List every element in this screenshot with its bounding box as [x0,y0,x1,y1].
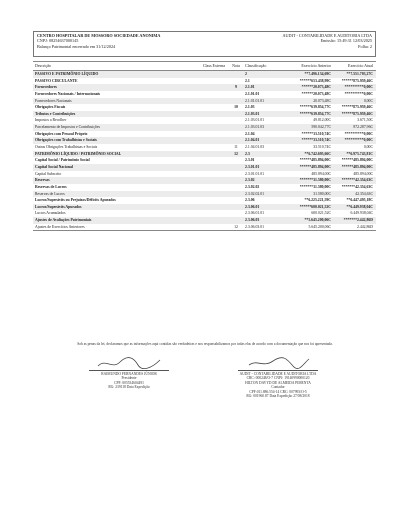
table-row [33,177,376,184]
cell-eb: **6.447.495,18C [346,198,373,203]
cell-desc: Fornecedores Nacionais [35,98,72,103]
signer-cpf-left: CPF: 005534604491 [114,380,144,385]
cell-eb: 42.354,63C [355,191,373,196]
cell-eb: ******875.959,46C [341,105,373,110]
cell-ea: 485.894,00C [311,171,331,176]
table-row [33,117,376,124]
cell-desc: Capital Subscrito [35,171,62,176]
cell-ea: **5.645.200,06C [304,218,331,223]
cell-desc: PASSIVO CIRCULANTE [35,78,78,83]
cell-cls: 2.1.04.01.03 [245,145,264,150]
cell-nota: 10 [234,105,238,110]
cell-eb: ******485.894,00C [341,164,373,169]
table-row [33,151,376,158]
cell-cls: 2.1.03.01 [245,111,260,116]
column-header-classificacao: Classificação [245,63,267,68]
table-row [33,104,376,111]
table-row [33,137,376,144]
cell-eb: 6.449.938,04C [350,211,373,216]
cell-cls: 2.3.02.02 [245,184,260,189]
cell-desc: Tributos e Contribuições [35,111,76,116]
cell-desc: Fornecedores [35,85,57,90]
signature-scribble-right [243,356,313,370]
cell-desc: Capital Social / Patrimônio Social [35,158,90,163]
signer-role-right: Contador [271,385,285,390]
table-row [33,124,376,131]
balance-sheet-table [33,61,376,231]
cell-eb: 3.671,50C [357,118,373,123]
cell-cls: 2.3.06.03.01 [245,224,264,229]
signature-block-left [74,356,184,390]
company-name: CENTRO HOSPITALAR DE MOSSORO SOCIEDADE ANONIMA [37,33,161,38]
column-header-exercicio-atual: Exercício Atual [348,63,373,68]
cell-eb: **********0,00C [344,85,373,90]
cell-cls: 2.1.03.01.01 [245,118,264,123]
signer-name-left: RAIMUNDO FERNANDES JÚNIOR [101,372,157,376]
cell-eb: *******42.354,63C [341,184,373,189]
cell-ea: ******33.510,74C [301,138,331,143]
table-row [33,197,376,204]
cell-nota: 12 [234,151,238,156]
cell-ea: ******653.438,99C [299,78,331,83]
cell-cls: 2.3.02.02.01 [245,191,264,196]
signature-line-left [89,370,169,371]
cell-eb: **********0,00C [344,91,373,96]
cell-eb: 0,00C [363,98,373,103]
cell-eb: 485.894,00C [353,171,373,176]
cell-ea: ******20.073,48C [301,91,331,96]
signer-role-left: Presidente [121,376,137,381]
table-row [33,171,376,178]
cell-eb: 872.287,96C [353,125,373,130]
cell-desc: Ajustes de Avaliações Patrimoniais [35,218,92,223]
cell-eb: ******875.959,46C [341,78,373,83]
table-row [33,144,376,151]
cell-desc: Obrigações com Trabalhistas e Sociais [35,138,97,143]
table-row [33,204,376,211]
cell-nota: 9 [235,85,237,90]
table-row [33,157,376,164]
column-header-exercicio-anterior: Exercício Anterior [301,63,331,68]
signer-firm-right: AUDIT - CONTABILIDADE E AUDITORIA LTDA [239,372,317,376]
cell-ea: ******20.073,48C [301,85,331,90]
cell-cls: 2.3.06 [245,198,255,203]
cell-ea: **7.496.134,69C [304,72,331,76]
signature-line-right [238,370,318,371]
table-row [33,131,376,138]
signer-rg-left: RG: 239118 Data Expedição [108,385,150,390]
cell-desc: Lucros/Superávits Apurados [35,204,82,209]
table-row [33,71,376,78]
cell-ea: ******600.021,52C [299,204,331,209]
table-row [33,224,376,231]
cell-cls: 2.3.01.01.01 [245,171,264,176]
signer-accountant-right: HILTON DAVYD DE ALMEIDA PIMENTA [245,380,311,385]
cell-eb: ******875.959,46C [341,111,373,116]
cell-nota: 11 [234,145,238,150]
table-row [33,184,376,191]
table-row [33,210,376,217]
cell-cls: 2.1.04.01 [245,138,260,143]
cell-cls: 2.3.01 [245,158,255,163]
cell-cls: 2.1.01 [245,85,255,90]
cell-desc: Lucros Acumulados [35,211,66,216]
cell-eb: *******2.442,86D [343,218,373,223]
firm-name: AUDIT - CONTABILIDADE E AUDITORIA LTDA [282,33,372,38]
cell-eb: ******485.894,00C [341,158,373,163]
cell-ea: ******485.894,00C [299,164,331,169]
cell-desc: Lucros/Superávits ou Prejuízos/Déficits Apurados [35,198,116,203]
declaration-text: Sob as penas da lei, declaramos que as informações aqui contidas são verdadeiras e nos responsabilizamos por todas elas de acordo com a documentação que nos foi apresentada. [77,342,333,346]
column-header-nota: Nota [232,63,240,68]
table-row [33,111,376,118]
cell-cls: 2.3.01.01 [245,164,260,169]
cell-ea: ******639.854,77C [299,105,331,110]
table-row [33,217,376,224]
cell-eb: 0,00C [363,145,373,150]
cell-ea: ******33.510,74C [301,131,331,136]
cell-cls: 2.3.06.01 [245,204,260,209]
column-header-classe-externa: Class Externa [202,63,225,68]
cell-eb: **********0,00C [344,138,373,143]
cell-desc: Fornecedores Nacionais / Internacionais [35,91,100,96]
cell-desc: Parcelamento de Impostos e Contribuições [35,125,100,130]
cell-ea: **6.742.695,66C [304,151,331,156]
cell-ea: 33.510,74C [313,145,331,150]
cell-desc: Obrigações Fiscais [35,105,66,110]
cell-cls: 2.3.06.03 [245,218,260,223]
cell-eb: *******42.354,63C [341,178,373,183]
cell-desc: PATRIMÔNIO LÍQUIDO / PATRIMÔNIO SOCIAL [35,151,122,156]
cell-cls: 2.1.01.01 [245,91,260,96]
emission-date: Emissão: 15:49:31 12/03/2025 [320,38,372,44]
cell-eb: **********0,00C [344,131,373,136]
cell-desc: Ajustes de Exercícios Anteriores [35,224,85,229]
report-header [33,31,376,57]
cell-eb: **7.551.703,27C [346,72,373,76]
cell-desc: Impostos a Recolher [35,118,67,123]
cell-desc: Obrigações com Pessoal Próprio [35,131,88,136]
cell-desc: Reservas [35,178,50,183]
cell-ea: 5.645.200,06C [308,224,331,229]
signer-cpf-right: CPF:011.886.554-14 CRC: 007993/O-5 [249,389,307,394]
cell-desc: Reservas de Lucros [35,191,65,196]
page-number: Folha: 2 [358,43,372,49]
cell-eb: 2.442,86D [356,224,373,229]
table-row [33,98,376,105]
cell-ea: 600.021,52C [311,211,331,216]
cell-cls: 2.1 [245,78,250,83]
cell-eb: **6.449.938,04C [346,204,373,209]
cell-desc: Capital Social Nacional [35,164,73,169]
cell-ea: 590.042,77C [311,125,331,130]
signer-rg-right: RG: 001960.87 Data Expedição 27/08/2018 [246,394,310,399]
table-row [33,91,376,98]
cell-cls: 2.1.01.01.01 [245,98,264,103]
cell-cls: 2.3 [245,151,250,156]
cell-ea: *******31.580,00C [299,178,331,183]
cell-ea: *******31.580,00C [299,184,331,189]
cell-ea: **6.225.221,59C [304,198,331,203]
company-cnpj: CNPJ: 08254637000145 [37,38,79,44]
table-row [33,84,376,91]
cell-cls: 2.3.06.01.01 [245,211,264,216]
cell-eb: **6.975.743,81C [346,151,373,156]
cell-ea: 31.580,00C [313,191,331,196]
cell-ea: 20.073,48C [313,98,331,103]
cell-nota: 12 [234,224,238,229]
cell-desc: Reservas de Lucros [35,184,67,189]
signature-block-right [218,356,338,398]
cell-cls: 2.1.03.01.03 [245,125,264,130]
column-header-descricao: Descrição [35,63,51,68]
cell-cls: 2.1.04 [245,131,255,136]
table-body [33,71,376,230]
cell-cls: 2 [245,72,247,76]
signature-scribble-left [94,356,164,370]
table-row [33,78,376,85]
table-header-row [33,62,376,71]
cell-ea: 49.812,00C [313,118,331,123]
cell-desc: Outras Obrigações Trabalhistas e Sociais [35,145,98,150]
table-row [33,191,376,198]
signer-crc-right: CRC: 000248/O-7 CNPJ: 19140990000120 [246,376,310,381]
cell-cls: 2.1.03 [245,105,255,110]
cell-ea: ******485.894,00C [299,158,331,163]
report-subtitle: Balanço Patrimonial encerrado em 31/12/2024 [37,43,116,49]
table-row [33,164,376,171]
cell-cls: 2.3.02 [245,178,255,183]
cell-ea: ******639.854,77C [299,111,331,116]
cell-desc: PASSIVO E PATRIMÔNIO LÍQUIDO [35,72,99,76]
